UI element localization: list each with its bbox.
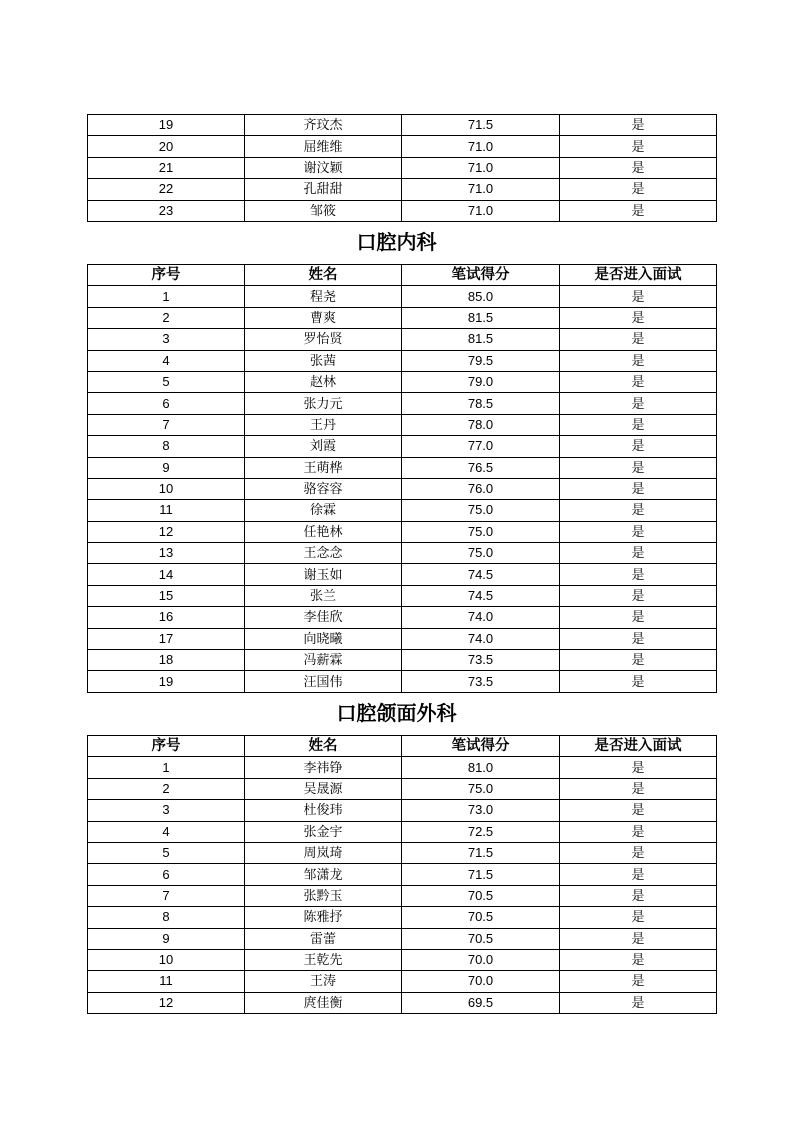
header-name: 姓名 <box>245 265 402 286</box>
cell-name: 刘霞 <box>245 436 402 457</box>
cell-name: 徐霖 <box>245 500 402 521</box>
cell-score: 74.0 <box>402 628 560 649</box>
header-name: 姓名 <box>245 736 402 757</box>
cell-index: 1 <box>88 286 245 307</box>
table-row <box>88 607 717 628</box>
cell-index: 11 <box>88 500 245 521</box>
cell-score: 70.5 <box>402 885 560 906</box>
cell-index: 19 <box>88 115 245 136</box>
cell-index: 18 <box>88 650 245 671</box>
table-row <box>88 521 717 542</box>
cell-interview: 是 <box>560 992 717 1013</box>
cell-score: 74.5 <box>402 585 560 606</box>
cell-name: 谢汶颖 <box>245 157 402 178</box>
cell-interview: 是 <box>560 800 717 821</box>
cell-interview: 是 <box>560 607 717 628</box>
cell-interview: 是 <box>560 478 717 499</box>
cell-name: 任艳林 <box>245 521 402 542</box>
cell-name: 王涛 <box>245 971 402 992</box>
cell-interview: 是 <box>560 671 717 692</box>
table-continued <box>87 114 717 222</box>
table-row <box>88 157 717 178</box>
table-row <box>88 992 717 1013</box>
cell-name: 齐玟杰 <box>245 115 402 136</box>
cell-name: 雷蕾 <box>245 928 402 949</box>
cell-index: 15 <box>88 585 245 606</box>
cell-score: 78.0 <box>402 414 560 435</box>
cell-score: 78.5 <box>402 393 560 414</box>
table-row <box>88 436 717 457</box>
cell-interview: 是 <box>560 757 717 778</box>
cell-score: 76.0 <box>402 478 560 499</box>
cell-score: 74.0 <box>402 607 560 628</box>
cell-index: 8 <box>88 907 245 928</box>
cell-interview: 是 <box>560 885 717 906</box>
table-row <box>88 478 717 499</box>
cell-name: 赵林 <box>245 371 402 392</box>
cell-score: 81.5 <box>402 307 560 328</box>
cell-score: 70.5 <box>402 928 560 949</box>
cell-score: 77.0 <box>402 436 560 457</box>
cell-name: 王丹 <box>245 414 402 435</box>
cell-score: 81.0 <box>402 757 560 778</box>
cell-name: 张黔玉 <box>245 885 402 906</box>
cell-name: 孔甜甜 <box>245 179 402 200</box>
cell-name: 屈维维 <box>245 136 402 157</box>
cell-index: 10 <box>88 478 245 499</box>
cell-name: 罗怡贤 <box>245 329 402 350</box>
cell-index: 21 <box>88 157 245 178</box>
table-header <box>88 736 717 757</box>
cell-index: 6 <box>88 864 245 885</box>
cell-name: 邹潇龙 <box>245 864 402 885</box>
cell-index: 3 <box>88 800 245 821</box>
table-row <box>88 329 717 350</box>
table-row <box>88 907 717 928</box>
table-row <box>88 800 717 821</box>
table-row <box>88 650 717 671</box>
table-row <box>88 500 717 521</box>
cell-index: 7 <box>88 414 245 435</box>
cell-index: 12 <box>88 521 245 542</box>
cell-score: 75.0 <box>402 543 560 564</box>
cell-name: 张兰 <box>245 585 402 606</box>
cell-index: 17 <box>88 628 245 649</box>
cell-name: 王乾先 <box>245 949 402 970</box>
cell-interview: 是 <box>560 585 717 606</box>
cell-name: 李祎铮 <box>245 757 402 778</box>
cell-index: 6 <box>88 393 245 414</box>
cell-score: 70.0 <box>402 949 560 970</box>
table-row <box>88 885 717 906</box>
cell-name: 周岚琦 <box>245 842 402 863</box>
cell-score: 75.0 <box>402 500 560 521</box>
table-body <box>88 115 717 222</box>
table-row <box>88 350 717 371</box>
cell-index: 10 <box>88 949 245 970</box>
table-row <box>88 864 717 885</box>
cell-name: 谢玉如 <box>245 564 402 585</box>
table-row <box>88 585 717 606</box>
cell-index: 4 <box>88 821 245 842</box>
table-row <box>88 671 717 692</box>
cell-interview: 是 <box>560 136 717 157</box>
table-row <box>88 179 717 200</box>
header-row <box>88 265 717 286</box>
header-row <box>88 736 717 757</box>
cell-index: 9 <box>88 928 245 949</box>
cell-interview: 是 <box>560 414 717 435</box>
cell-index: 8 <box>88 436 245 457</box>
cell-name: 吴晟源 <box>245 778 402 799</box>
cell-interview: 是 <box>560 179 717 200</box>
cell-index: 13 <box>88 543 245 564</box>
cell-name: 程尧 <box>245 286 402 307</box>
cell-score: 73.0 <box>402 800 560 821</box>
cell-interview: 是 <box>560 971 717 992</box>
cell-name: 陈雅抒 <box>245 907 402 928</box>
cell-index: 16 <box>88 607 245 628</box>
cell-interview: 是 <box>560 286 717 307</box>
cell-name: 杜俊玮 <box>245 800 402 821</box>
cell-interview: 是 <box>560 307 717 328</box>
section-title-oral-medicine: 口腔内科 <box>356 232 437 254</box>
cell-index: 7 <box>88 885 245 906</box>
section-title-oral-maxillofacial-surgery: 口腔颌面外科 <box>336 703 457 725</box>
cell-index: 5 <box>88 371 245 392</box>
table-row <box>88 971 717 992</box>
table-body <box>88 757 717 1014</box>
cell-interview: 是 <box>560 543 717 564</box>
cell-score: 71.5 <box>402 864 560 885</box>
cell-interview: 是 <box>560 564 717 585</box>
cell-score: 73.5 <box>402 671 560 692</box>
cell-interview: 是 <box>560 371 717 392</box>
cell-index: 12 <box>88 992 245 1013</box>
table-row <box>88 949 717 970</box>
cell-score: 71.5 <box>402 115 560 136</box>
cell-interview: 是 <box>560 329 717 350</box>
header-score: 笔试得分 <box>402 736 560 757</box>
table-row <box>88 200 717 221</box>
cell-name: 张金宇 <box>245 821 402 842</box>
cell-score: 75.0 <box>402 778 560 799</box>
cell-interview: 是 <box>560 842 717 863</box>
cell-name: 庹佳衡 <box>245 992 402 1013</box>
cell-interview: 是 <box>560 350 717 371</box>
table-row <box>88 393 717 414</box>
header-score: 笔试得分 <box>402 265 560 286</box>
cell-score: 71.5 <box>402 842 560 863</box>
cell-name: 李佳欣 <box>245 607 402 628</box>
cell-index: 4 <box>88 350 245 371</box>
cell-score: 81.5 <box>402 329 560 350</box>
header-index: 序号 <box>88 265 245 286</box>
table-body <box>88 286 717 692</box>
cell-name: 王萌桦 <box>245 457 402 478</box>
cell-score: 71.0 <box>402 179 560 200</box>
cell-interview: 是 <box>560 821 717 842</box>
table-row <box>88 371 717 392</box>
cell-interview: 是 <box>560 115 717 136</box>
cell-index: 3 <box>88 329 245 350</box>
table-row <box>88 928 717 949</box>
table-row <box>88 414 717 435</box>
table-row <box>88 821 717 842</box>
cell-interview: 是 <box>560 650 717 671</box>
cell-name: 张茜 <box>245 350 402 371</box>
cell-interview: 是 <box>560 436 717 457</box>
table-row <box>88 628 717 649</box>
table-row <box>88 757 717 778</box>
cell-name: 冯薪霖 <box>245 650 402 671</box>
cell-index: 9 <box>88 457 245 478</box>
cell-name: 骆容容 <box>245 478 402 499</box>
cell-score: 69.5 <box>402 992 560 1013</box>
header-interview: 是否进入面试 <box>560 265 717 286</box>
cell-interview: 是 <box>560 393 717 414</box>
cell-score: 72.5 <box>402 821 560 842</box>
cell-score: 74.5 <box>402 564 560 585</box>
cell-index: 19 <box>88 671 245 692</box>
cell-index: 2 <box>88 307 245 328</box>
cell-index: 14 <box>88 564 245 585</box>
cell-name: 汪国伟 <box>245 671 402 692</box>
table-row <box>88 307 717 328</box>
cell-score: 85.0 <box>402 286 560 307</box>
table-row <box>88 136 717 157</box>
cell-score: 71.0 <box>402 157 560 178</box>
cell-interview: 是 <box>560 907 717 928</box>
cell-name: 王念念 <box>245 543 402 564</box>
cell-index: 1 <box>88 757 245 778</box>
cell-interview: 是 <box>560 928 717 949</box>
cell-score: 70.5 <box>402 907 560 928</box>
cell-interview: 是 <box>560 457 717 478</box>
cell-interview: 是 <box>560 500 717 521</box>
cell-score: 79.0 <box>402 371 560 392</box>
table-row <box>88 286 717 307</box>
table-row <box>88 564 717 585</box>
cell-score: 75.0 <box>402 521 560 542</box>
cell-name: 邹筱 <box>245 200 402 221</box>
table-row <box>88 115 717 136</box>
header-index: 序号 <box>88 736 245 757</box>
cell-interview: 是 <box>560 864 717 885</box>
cell-score: 73.5 <box>402 650 560 671</box>
cell-index: 20 <box>88 136 245 157</box>
cell-name: 向晓曦 <box>245 628 402 649</box>
cell-interview: 是 <box>560 521 717 542</box>
cell-index: 22 <box>88 179 245 200</box>
cell-score: 71.0 <box>402 136 560 157</box>
cell-index: 11 <box>88 971 245 992</box>
cell-score: 79.5 <box>402 350 560 371</box>
cell-index: 23 <box>88 200 245 221</box>
cell-interview: 是 <box>560 949 717 970</box>
table-row <box>88 842 717 863</box>
cell-score: 70.0 <box>402 971 560 992</box>
table-oral-maxillofacial-surgery <box>87 735 717 1014</box>
cell-name: 曹爽 <box>245 307 402 328</box>
cell-interview: 是 <box>560 778 717 799</box>
cell-score: 71.0 <box>402 200 560 221</box>
cell-interview: 是 <box>560 628 717 649</box>
cell-name: 张力元 <box>245 393 402 414</box>
table-row <box>88 778 717 799</box>
table-oral-medicine <box>87 264 717 693</box>
cell-index: 2 <box>88 778 245 799</box>
cell-interview: 是 <box>560 200 717 221</box>
cell-score: 76.5 <box>402 457 560 478</box>
table-header <box>88 265 717 286</box>
table-row <box>88 543 717 564</box>
cell-index: 5 <box>88 842 245 863</box>
cell-interview: 是 <box>560 157 717 178</box>
table-row <box>88 457 717 478</box>
header-interview: 是否进入面试 <box>560 736 717 757</box>
